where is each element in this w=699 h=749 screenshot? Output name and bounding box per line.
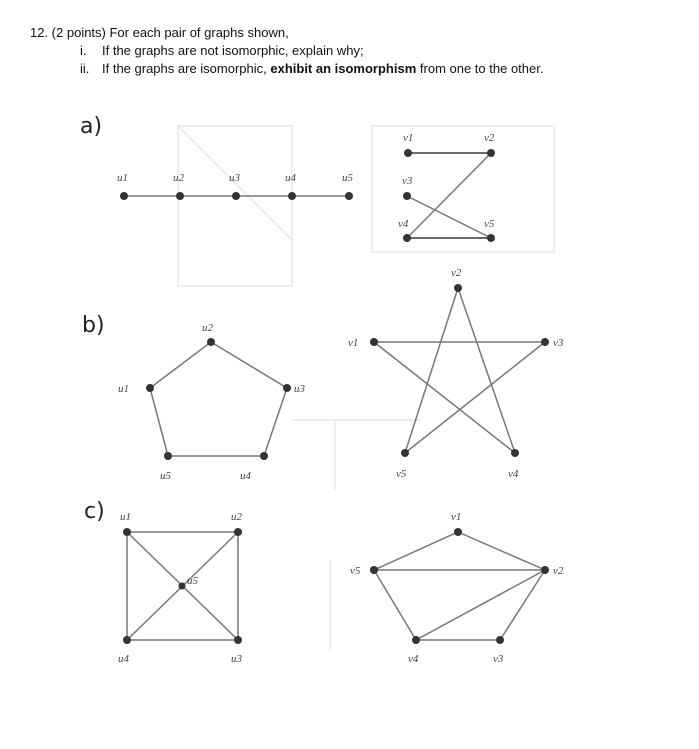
graph-c-left-vertex-u3 bbox=[234, 636, 242, 644]
graph-b-left-vertex-u2 bbox=[207, 338, 215, 346]
graph-a-left bbox=[117, 172, 354, 200]
graph-c-right-vertex-v4 bbox=[412, 636, 420, 644]
graph-a-left-label-u2: u2 bbox=[173, 172, 184, 184]
graph-b-right-star bbox=[374, 288, 545, 453]
graph-c-left-vertex-u5 bbox=[179, 583, 186, 590]
graph-c-left bbox=[118, 511, 243, 665]
graph-a-left-label-u1: u1 bbox=[117, 172, 128, 184]
graph-c-right-edge-v2-v4 bbox=[416, 570, 545, 640]
graph-a-left-label-u4: u4 bbox=[285, 172, 296, 184]
graph-c-right-label-v1: v1 bbox=[451, 511, 462, 523]
graph-b-right-label-v1: v1 bbox=[348, 337, 359, 349]
graph-a-left-vertex-u3 bbox=[232, 192, 240, 200]
graph-a-right-vertex-v3 bbox=[403, 192, 411, 200]
graph-a-right-label-v3: v3 bbox=[402, 175, 413, 187]
graph-a-left-vertex-u4 bbox=[288, 192, 296, 200]
graph-b-left-vertex-u5 bbox=[164, 452, 172, 460]
graph-b-right-vertex-v4 bbox=[511, 449, 519, 457]
graph-b-left bbox=[118, 322, 306, 482]
graph-a-right-vertex-v5 bbox=[487, 234, 495, 242]
graph-a-right-vertex-v2 bbox=[487, 149, 495, 157]
graph-b-left-vertex-u3 bbox=[283, 384, 291, 392]
graph-a-right-edge-v3-v5 bbox=[407, 196, 491, 238]
instruction-number-1: i. bbox=[80, 43, 87, 58]
graph-c-right-vertex-v5 bbox=[370, 566, 378, 574]
graph-c-left-label-u4: u4 bbox=[118, 653, 129, 665]
graph-a-right-label-v4: v4 bbox=[398, 218, 409, 230]
part-b-mark: b) bbox=[82, 313, 105, 338]
graph-a-right-vertex-v4 bbox=[403, 234, 411, 242]
instruction-number-2: ii. bbox=[80, 61, 90, 76]
graph-b-left-label-u3: u3 bbox=[294, 383, 305, 395]
graph-b-right-label-v2: v2 bbox=[451, 267, 462, 279]
graph-c-right-label-v3: v3 bbox=[493, 653, 504, 665]
graph-b-right-vertex-v1 bbox=[370, 338, 378, 346]
graph-c-left-label-u1: u1 bbox=[120, 511, 131, 523]
graph-a-left-vertex-u5 bbox=[345, 192, 353, 200]
graph-a-right-vertex-v1 bbox=[404, 149, 412, 157]
graph-c-right-vertex-v1 bbox=[454, 528, 462, 536]
graph-b-left-cycle bbox=[150, 342, 287, 456]
graph-c-left-label-u5: u5 bbox=[187, 575, 198, 587]
graph-b-left-label-u4: u4 bbox=[240, 470, 251, 482]
graph-b-right-label-v5: v5 bbox=[396, 468, 407, 480]
graph-a-left-vertex-u1 bbox=[120, 192, 128, 200]
part-a-mark: a) bbox=[80, 114, 103, 139]
graph-b-left-vertex-u1 bbox=[146, 384, 154, 392]
graph-a-left-vertex-u2 bbox=[176, 192, 184, 200]
part-c-mark: c) bbox=[84, 499, 105, 524]
instruction-after-2: from one to the other. bbox=[416, 61, 544, 76]
graph-c-left-vertex-u2 bbox=[234, 528, 242, 536]
graph-a-right-edge-v2-v4 bbox=[407, 153, 491, 238]
graph-c-left-vertex-u1 bbox=[123, 528, 131, 536]
graph-a-left-label-u3: u3 bbox=[229, 172, 240, 184]
graph-c-right-vertex-v3 bbox=[496, 636, 504, 644]
graph-a-right bbox=[398, 132, 495, 242]
graph-c-left-label-u2: u2 bbox=[231, 511, 242, 523]
part-a bbox=[80, 114, 495, 242]
graph-c-right bbox=[350, 511, 564, 665]
graph-b-right-vertex-v5 bbox=[401, 449, 409, 457]
graph-c-right-vertex-v2 bbox=[541, 566, 549, 574]
graph-c-right-cycle bbox=[374, 532, 545, 640]
part-b bbox=[82, 267, 564, 482]
instruction-text-2: If the graphs are isomorphic, bbox=[102, 61, 271, 76]
graph-c-right-label-v2: v2 bbox=[553, 565, 564, 577]
graph-b-left-vertex-u4 bbox=[260, 452, 268, 460]
graph-b-right-vertex-v3 bbox=[541, 338, 549, 346]
graph-a-right-label-v2: v2 bbox=[484, 132, 495, 144]
ghost-lines bbox=[178, 126, 554, 650]
graph-b-right bbox=[348, 267, 564, 480]
graph-a-right-label-v5: v5 bbox=[484, 218, 495, 230]
instruction-bold-2: exhibit an isomorphism bbox=[270, 61, 417, 76]
graph-c-right-label-v5: v5 bbox=[350, 565, 361, 577]
question-header: 12. (2 points) For each pair of graphs shown, bbox=[30, 25, 289, 40]
graph-b-right-label-v3: v3 bbox=[553, 337, 564, 349]
graph-c-left-vertex-u4 bbox=[123, 636, 131, 644]
graph-b-right-label-v4: v4 bbox=[508, 468, 519, 480]
graph-a-left-label-u5: u5 bbox=[342, 172, 353, 184]
instruction-text-1: If the graphs are not isomorphic, explain why; bbox=[102, 43, 364, 58]
graph-a-right-label-v1: v1 bbox=[403, 132, 414, 144]
graph-b-right-vertex-v2 bbox=[454, 284, 462, 292]
graph-c-left-label-u3: u3 bbox=[231, 653, 242, 665]
graph-c-right-label-v4: v4 bbox=[408, 653, 419, 665]
graph-b-left-label-u5: u5 bbox=[160, 470, 171, 482]
graph-b-left-label-u2: u2 bbox=[202, 322, 213, 334]
part-c bbox=[84, 499, 564, 665]
graph-b-left-label-u1: u1 bbox=[118, 383, 129, 395]
